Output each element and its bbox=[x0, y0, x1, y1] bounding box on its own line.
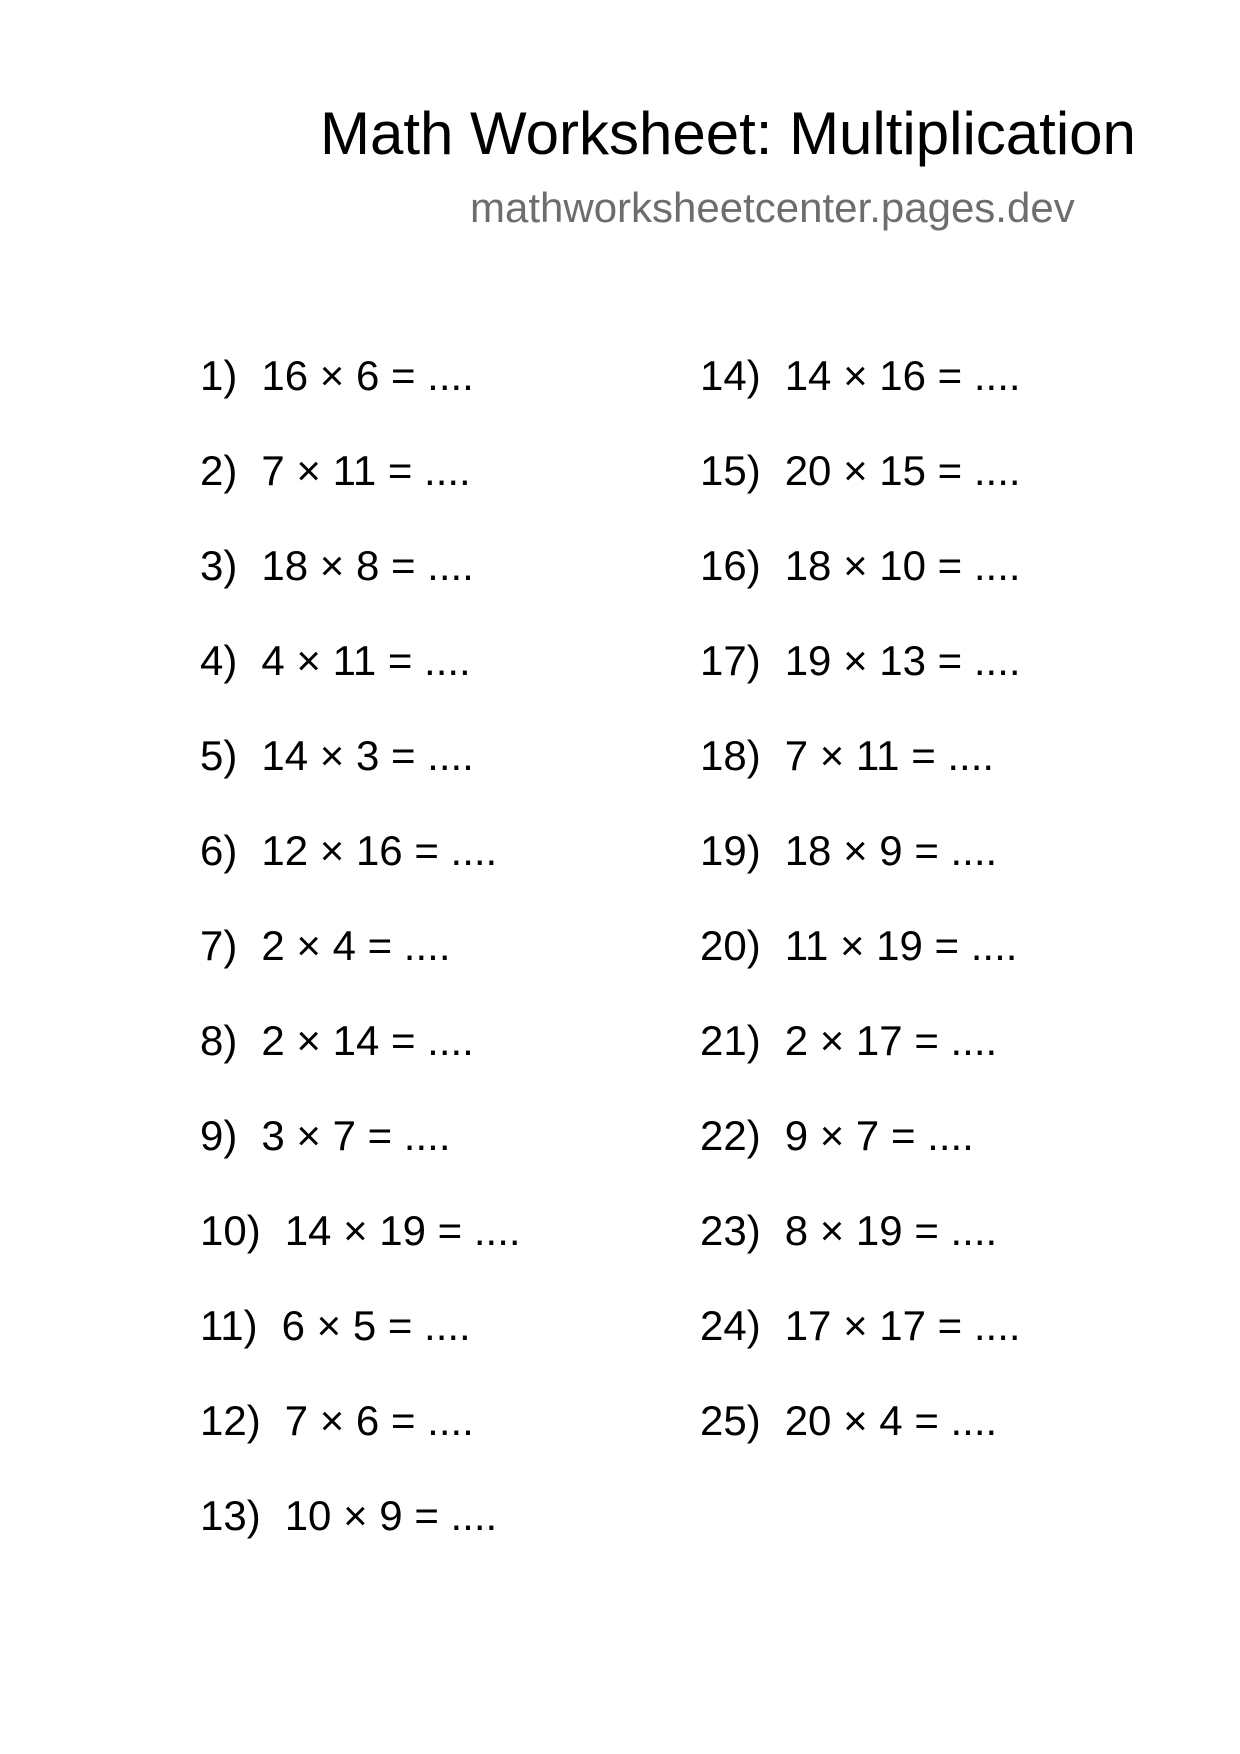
problem-number: 10) bbox=[200, 1207, 261, 1254]
problem-expression: 18 × 10 = .... bbox=[784, 542, 1021, 589]
problem-expression: 11 × 19 = .... bbox=[784, 922, 1018, 969]
problem-number: 6) bbox=[200, 827, 238, 874]
problem-expression: 19 × 13 = .... bbox=[784, 637, 1021, 684]
problem-item bbox=[200, 348, 521, 443]
problem-number: 1) bbox=[200, 352, 238, 399]
problem-number: 2) bbox=[200, 447, 238, 494]
problem-expression: 2 × 4 = .... bbox=[261, 922, 451, 969]
problem-list-left bbox=[200, 348, 521, 1583]
problem-item bbox=[200, 538, 521, 633]
problem-expression: 14 × 3 = .... bbox=[261, 732, 474, 779]
problem-expression: 4 × 11 = .... bbox=[261, 637, 471, 684]
problem-expression: 7 × 6 = .... bbox=[284, 1397, 474, 1444]
problem-item bbox=[200, 918, 521, 1013]
problem-expression: 2 × 17 = .... bbox=[784, 1017, 998, 1064]
problem-expression: 12 × 16 = .... bbox=[261, 827, 498, 874]
problem-expression: 9 × 7 = .... bbox=[784, 1112, 974, 1159]
page-subtitle: mathworksheetcenter.pages.dev bbox=[470, 184, 1075, 231]
problem-expression: 7 × 11 = .... bbox=[784, 732, 995, 779]
problem-number: 20) bbox=[700, 922, 761, 969]
problem-number: 4) bbox=[200, 637, 238, 684]
problem-expression: 7 × 11 = .... bbox=[261, 447, 471, 494]
problem-expression: 20 × 4 = .... bbox=[784, 1397, 998, 1444]
problem-item bbox=[200, 823, 521, 918]
problem-expression: 3 × 7 = .... bbox=[261, 1112, 451, 1159]
problem-expression: 8 × 19 = .... bbox=[784, 1207, 998, 1254]
problem-expression: 2 × 14 = .... bbox=[261, 1017, 474, 1064]
problem-expression: 10 × 9 = .... bbox=[284, 1492, 498, 1539]
problem-item bbox=[700, 443, 1021, 538]
problem-number: 21) bbox=[700, 1017, 761, 1064]
problem-expression: 18 × 8 = .... bbox=[261, 542, 474, 589]
problem-item bbox=[700, 538, 1021, 633]
problem-expression: 14 × 16 = .... bbox=[784, 352, 1021, 399]
problem-number: 11) bbox=[200, 1302, 258, 1349]
problem-expression: 17 × 17 = .... bbox=[784, 1302, 1021, 1349]
problem-number: 18) bbox=[700, 732, 761, 779]
problem-number: 16) bbox=[700, 542, 761, 589]
problem-number: 3) bbox=[200, 542, 238, 589]
problem-number: 12) bbox=[200, 1397, 261, 1444]
problem-number: 9) bbox=[200, 1112, 238, 1159]
problem-number: 19) bbox=[700, 827, 761, 874]
problem-number: 22) bbox=[700, 1112, 761, 1159]
problem-item bbox=[700, 1108, 1021, 1203]
problem-expression: 18 × 9 = .... bbox=[784, 827, 998, 874]
problem-item bbox=[700, 1013, 1021, 1108]
problem-list-right bbox=[700, 348, 1021, 1488]
problem-item bbox=[200, 1393, 521, 1488]
problem-number: 23) bbox=[700, 1207, 761, 1254]
problem-expression: 20 × 15 = .... bbox=[784, 447, 1021, 494]
problem-item bbox=[200, 728, 521, 823]
problem-number: 15) bbox=[700, 447, 761, 494]
problem-item bbox=[200, 1298, 521, 1393]
problem-item bbox=[700, 633, 1021, 728]
problem-item bbox=[200, 1108, 521, 1203]
problem-number: 24) bbox=[700, 1302, 761, 1349]
problem-number: 7) bbox=[200, 922, 238, 969]
problem-number: 25) bbox=[700, 1397, 761, 1444]
problem-number: 5) bbox=[200, 732, 238, 779]
problem-item bbox=[700, 728, 1021, 823]
problem-expression: 14 × 19 = .... bbox=[284, 1207, 521, 1254]
problem-item bbox=[200, 443, 521, 538]
problem-number: 14) bbox=[700, 352, 761, 399]
page-title: Math Worksheet: Multiplication bbox=[320, 100, 1136, 167]
problem-item bbox=[700, 823, 1021, 918]
problem-item bbox=[200, 633, 521, 728]
problem-item bbox=[200, 1013, 521, 1108]
problem-item bbox=[700, 1393, 1021, 1488]
problem-number: 17) bbox=[700, 637, 761, 684]
problem-expression: 6 × 5 = .... bbox=[281, 1302, 471, 1349]
problem-expression: 16 × 6 = .... bbox=[261, 352, 474, 399]
problem-item bbox=[700, 1298, 1021, 1393]
problem-item bbox=[200, 1488, 521, 1583]
problem-item bbox=[700, 348, 1021, 443]
problem-item bbox=[200, 1203, 521, 1298]
problem-item bbox=[700, 918, 1021, 1013]
problem-number: 8) bbox=[200, 1017, 238, 1064]
problem-number: 13) bbox=[200, 1492, 261, 1539]
problem-item bbox=[700, 1203, 1021, 1298]
